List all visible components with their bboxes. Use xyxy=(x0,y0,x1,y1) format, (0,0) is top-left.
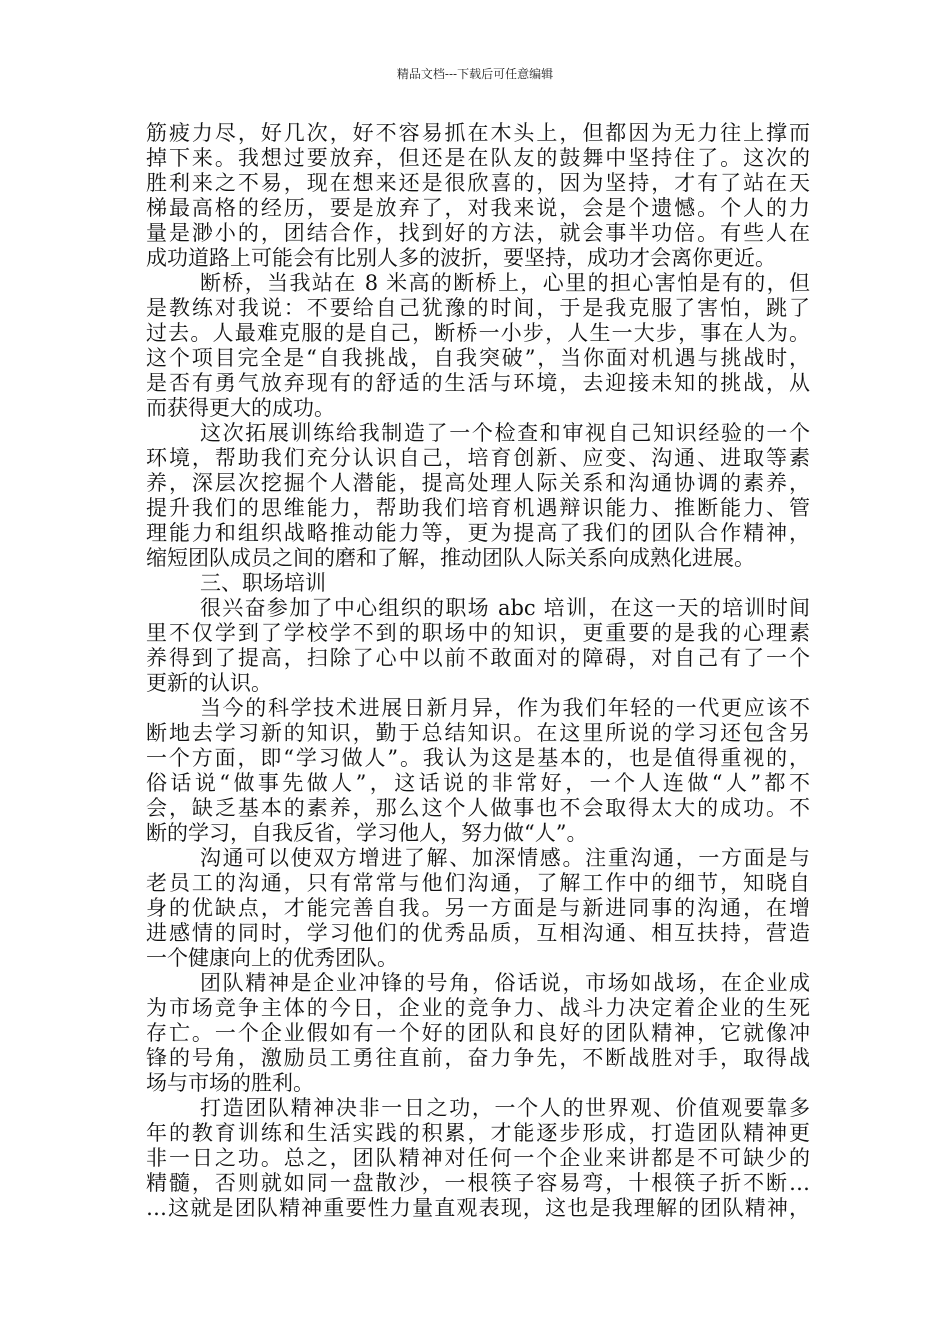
text-line: 更新的认识。 xyxy=(146,671,272,695)
text-line: 掉下来。我想过要放弃，但还是在队友的鼓舞中坚持住了。这次的 xyxy=(146,146,810,170)
text-line: 筋疲力尽，好几次，好不容易抓在木头上，但都因为无力往上撑而 xyxy=(146,121,810,145)
text-line: 非一日之功。总之，团队精神对任何一个企业来讲都是不可缺少的 xyxy=(146,1146,810,1170)
text-line: 年的教育训练和生活实践的积累，才能逐步形成，打造团队精神更 xyxy=(146,1121,810,1145)
text-line: 团队精神是企业冲锋的号角，俗话说，市场如战场，在企业成 xyxy=(200,971,810,995)
text-line: 精髓，否则就如同一盘散沙，一根筷子容易弯，十根筷子折不断… xyxy=(146,1171,810,1195)
text-line: 量是渺小的，团结合作，找到好的方法，就会事半功倍。有些人在 xyxy=(146,221,810,245)
text-line: 场与市场的胜利。 xyxy=(146,1071,314,1095)
text-line: 老员工的沟通，只有常常与他们沟通，了解工作中的细节，知晓自 xyxy=(146,871,810,895)
text-line: 身的优缺点，才能完善自我。另一方面是与新进同事的沟通，在增 xyxy=(146,896,810,920)
page-header: 精品文档---下载后可任意编辑 xyxy=(396,67,554,81)
text-line: 胜利来之不易，现在想来还是很欣喜的，因为坚持，才有了站在天 xyxy=(146,171,810,195)
text-line: 俗话说“做事先做人”，这话说的非常好，一个人连做“人”都不 xyxy=(146,771,810,795)
text-line: 断地去学习新的知识，勤于总结知识。在这里所说的学习还包含另 xyxy=(146,721,810,745)
text-line: 一个方面，即“学习做人”。我认为这是基本的，也是值得重视的， xyxy=(146,746,810,770)
text-line: 养，深层次挖掘个人潜能，提高处理人际关系和沟通协调的素养， xyxy=(146,471,810,495)
text-line: 当今的科学技术进展日新月异，作为我们年轻的一代更应该不 xyxy=(200,696,810,720)
text-line: 锋的号角，激励员工勇往直前，奋力争先，不断战胜对手，取得战 xyxy=(146,1046,810,1070)
text-line: 过去。人最难克服的是自己，断桥一小步，人生一大步，事在人为。 xyxy=(146,321,810,345)
text-line: 环境，帮助我们充分认识自己，培育创新、应变、沟通、进取等素 xyxy=(146,446,810,470)
text-line: 养得到了提高，扫除了心中以前不敢面对的障碍，对自己有了一个 xyxy=(146,646,810,670)
text-line: 而获得更大的成功。 xyxy=(146,396,335,420)
text-line: 很兴奋参加了中心组织的职场 abc 培训，在这一天的培训时间 xyxy=(200,596,810,620)
text-line: 这次拓展训练给我制造了一个检查和审视自己知识经验的一个 xyxy=(200,421,810,445)
text-line: 缩短团队成员之间的磨和了解，推动团队人际关系向成熟化进展。 xyxy=(146,546,755,570)
text-line: 为市场竞争主体的今日，企业的竞争力、战斗力决定着企业的生死 xyxy=(146,996,810,1020)
text-line: …这就是团队精神重要性力量直观表现，这也是我理解的团队精神， xyxy=(146,1196,810,1220)
text-line: 断桥，当我站在 8 米高的断桥上，心里的担心害怕是有的，但 xyxy=(200,271,810,295)
text-line: 存亡。一个企业假如有一个好的团队和良好的团队精神，它就像冲 xyxy=(146,1021,810,1045)
text-line: 一个健康向上的优秀团队。 xyxy=(146,946,398,970)
text-line: 是否有勇气放弃现有的舒适的生活与环境，去迎接未知的挑战，从 xyxy=(146,371,810,395)
text-line: 进感情的同时，学习他们的优秀品质，互相沟通、相互扶持，营造 xyxy=(146,921,810,945)
text-line: 提升我们的思维能力，帮助我们培育机遇辩识能力、推断能力、管 xyxy=(146,496,810,520)
document-body xyxy=(146,121,810,1221)
text-line: 三、职场培训 xyxy=(200,571,326,595)
text-line: 里不仅学到了学校学不到的职场中的知识，更重要的是我的心理素 xyxy=(146,621,810,645)
text-line: 梯最高格的经历，要是放弃了，对我来说，会是个遗憾。个人的力 xyxy=(146,196,810,220)
text-line: 断的学习，自我反省，学习他人，努力做“人”。 xyxy=(146,821,588,845)
text-line: 是教练对我说：不要给自己犹豫的时间，于是我克服了害怕，跳了 xyxy=(146,296,810,320)
text-line: 理能力和组织战略推动能力等，更为提高了我们的团队合作精神， xyxy=(146,521,810,545)
text-line: 成功道路上可能会有比别人多的波折，要坚持，成功才会离你更近。 xyxy=(146,246,776,270)
text-line: 打造团队精神决非一日之功，一个人的世界观、价值观要靠多 xyxy=(200,1096,810,1120)
text-line: 会，缺乏基本的素养，那么这个人做事也不会取得太大的成功。不 xyxy=(146,796,810,820)
text-line: 这个项目完全是“自我挑战，自我突破”，当你面对机遇与挑战时， xyxy=(146,346,810,370)
text-line: 沟通可以使双方增进了解、加深情感。注重沟通，一方面是与 xyxy=(200,846,810,870)
